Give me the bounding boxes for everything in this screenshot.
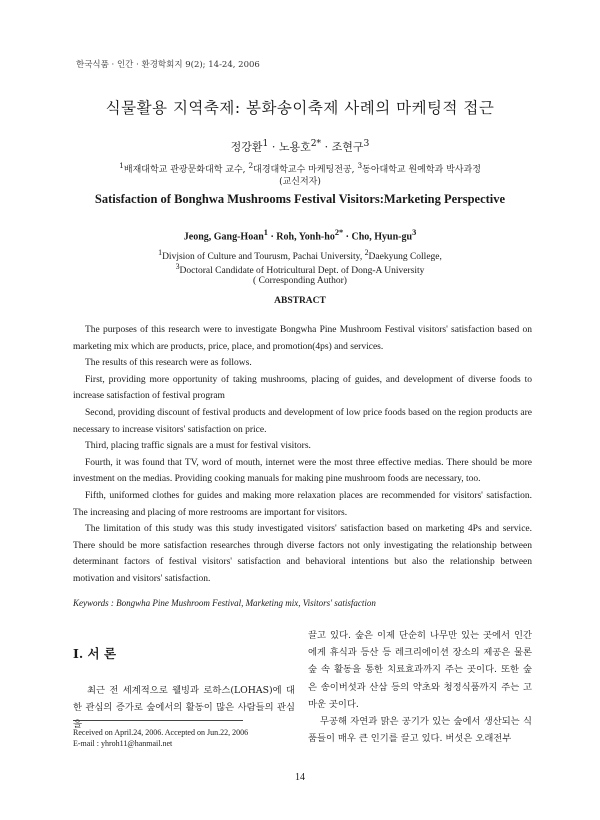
keywords: Keywords : Bongwha Pine Mushroom Festival, Marketing mix, Visitors' satisfaction <box>73 598 376 608</box>
english-affiliation-line-3: ( Corresponding Author) <box>253 276 347 287</box>
aff-en-2: Daekyung College, <box>368 252 442 263</box>
english-affiliation-line-1 <box>0 248 600 262</box>
korean-affiliation-line-2: (교신저자) <box>279 177 321 187</box>
author-separator: · <box>271 140 276 154</box>
aff-en-mark-3: 3 <box>175 262 180 272</box>
aff-ko-2: 대경대학교수 마케팅전공, <box>253 165 358 175</box>
aff-ko-mark-1: 1 <box>119 161 124 170</box>
aff-en-mark-2: 2 <box>364 248 369 257</box>
footnote-divider <box>73 720 243 721</box>
abstract-paragraph: Fourth, it was found that TV, word of mouth, internet were the most three effective medias. There should be more investment on the medias. Providing cooking manuals for making pine mushroom foods are necessary, too. <box>73 457 532 485</box>
abstract-paragraph: The limitation of this study was this study investigated visitors' satisfaction based on marketing 4Ps and service. There should be more satisfaction researches through diverse factors not only investigating the relationship between determinant factors of festival visitors' satisfaction and behavioral intentions but also the relationship between motivation and visitors' satisfaction. <box>73 524 532 584</box>
abstract-heading: ABSTRACT <box>274 296 326 306</box>
intro-paragraph-right-2: 무공해 자연과 맑은 공기가 있는 숲에서 생산되는 식품들이 매우 큰 인기를 끌고 있다. 버섯은 오래전부 <box>308 716 532 745</box>
english-authors <box>0 228 600 242</box>
abstract-paragraph: Second, providing discount of festival products and development of low price foods based on the region products are necessary to increase visitors' satisfaction on price. <box>73 407 532 435</box>
footnote-received: Received on April.24, 2006. Accepted on Jun.22, 2006 <box>73 728 249 737</box>
author-1-en-mark: 1 <box>263 228 268 237</box>
aff-en-mark-1: 1 <box>158 248 163 257</box>
abstract-paragraph: The results of this research were as follows. <box>85 358 252 369</box>
author-3-en-mark: 3 <box>412 228 417 237</box>
author-1-en: Jeong, Gang-Hoan <box>183 231 264 243</box>
author-2-ko-mark: 2* <box>310 138 322 149</box>
aff-en-3: Doctoral Candidate of Hotricultural Dept. of Dong-A University <box>179 266 425 277</box>
korean-authors <box>0 138 600 155</box>
aff-en-1: Divjsion of Culture and Tourusm, Pachai University, <box>162 252 365 263</box>
author-separator: · <box>270 231 274 243</box>
abstract-paragraph: The purposes of this research were to investigate Bongwha Pine Mushroom Festival visitors' satisfaction based on marketing mix which are products, price, place, and promotion(4ps) and services. <box>73 325 532 352</box>
author-3-ko: 조현구 <box>331 140 364 154</box>
english-affiliation-line-2 <box>0 262 600 276</box>
aff-ko-mark-3: 3 <box>357 161 363 170</box>
aff-ko-1: 배재대학교 관광문화대학 교수, <box>123 165 249 175</box>
author-3-ko-mark: 3 <box>363 138 370 149</box>
author-3-en: Cho, Hyun-gu <box>351 231 413 243</box>
english-title: Satisfaction of Bonghwa Mushrooms Festival Visitors:Marketing Perspective <box>94 192 506 206</box>
aff-ko-mark-2: 2 <box>248 161 254 170</box>
author-1-ko: 정강환 <box>230 140 263 154</box>
author-separator: · <box>324 140 329 154</box>
author-2-en: Roh, Yonh-ho <box>276 231 335 243</box>
korean-affiliation-line-1 <box>0 160 600 176</box>
abstract-paragraph: Fifth, uniformed clothes for guides and making more relaxation places are recommended for visitors' satisfaction. The increasing and placing of more restrooms are important for visitors. <box>73 490 532 518</box>
abstract-body <box>73 322 532 588</box>
author-2-en-mark: 2* <box>334 228 344 237</box>
section-heading: I. 서 론 <box>73 646 117 661</box>
korean-title: 식물활용 지역축제: 봉화송이축제 사례의 마케팅적 접근 <box>105 99 495 117</box>
abstract-paragraph: First, providing more opportunity of taking mushrooms, placing of guides, and development of diverse foods to increase satisfaction of festival program <box>73 374 532 402</box>
aff-ko-3: 동아대학교 원예학과 박사과정 <box>362 165 481 175</box>
author-1-ko-mark: 1 <box>262 138 269 149</box>
page-number: 14 <box>295 772 305 783</box>
running-head: 한국식품 · 인간 · 환경학회지 9(2); 14-24, 2006 <box>76 60 260 70</box>
author-2-ko: 노용호 <box>278 140 311 154</box>
intro-paragraph-right-1: 끌고 있다. 숲은 이제 단순히 나무만 있는 곳에서 인간에게 휴식과 등산 등 레크리에이션 장소의 제공은 물론 숲 속 활동을 통한 치료효과까지 주는 곳이다. 또한 숲은 송이버섯과 산삼 등의 약초와 청정식품까지 주는 고마운 곳이다. <box>308 630 532 710</box>
intro-paragraph-left: 최근 전 세계적으로 웰빙과 로하스(LOHAS)에 대한 관심의 증가로 숲에서의 활동이 많은 사람들의 관심을 <box>73 685 295 731</box>
korean-affiliations <box>0 160 600 188</box>
author-separator: · <box>345 231 349 243</box>
abstract-paragraph: Third, placing traffic signals are a must for festival visitors. <box>85 441 311 452</box>
footnote <box>73 727 248 749</box>
footnote-email: E-mail : yhroh11@hanmail.net <box>73 739 173 748</box>
english-affiliations <box>0 248 600 286</box>
right-column <box>308 627 532 747</box>
